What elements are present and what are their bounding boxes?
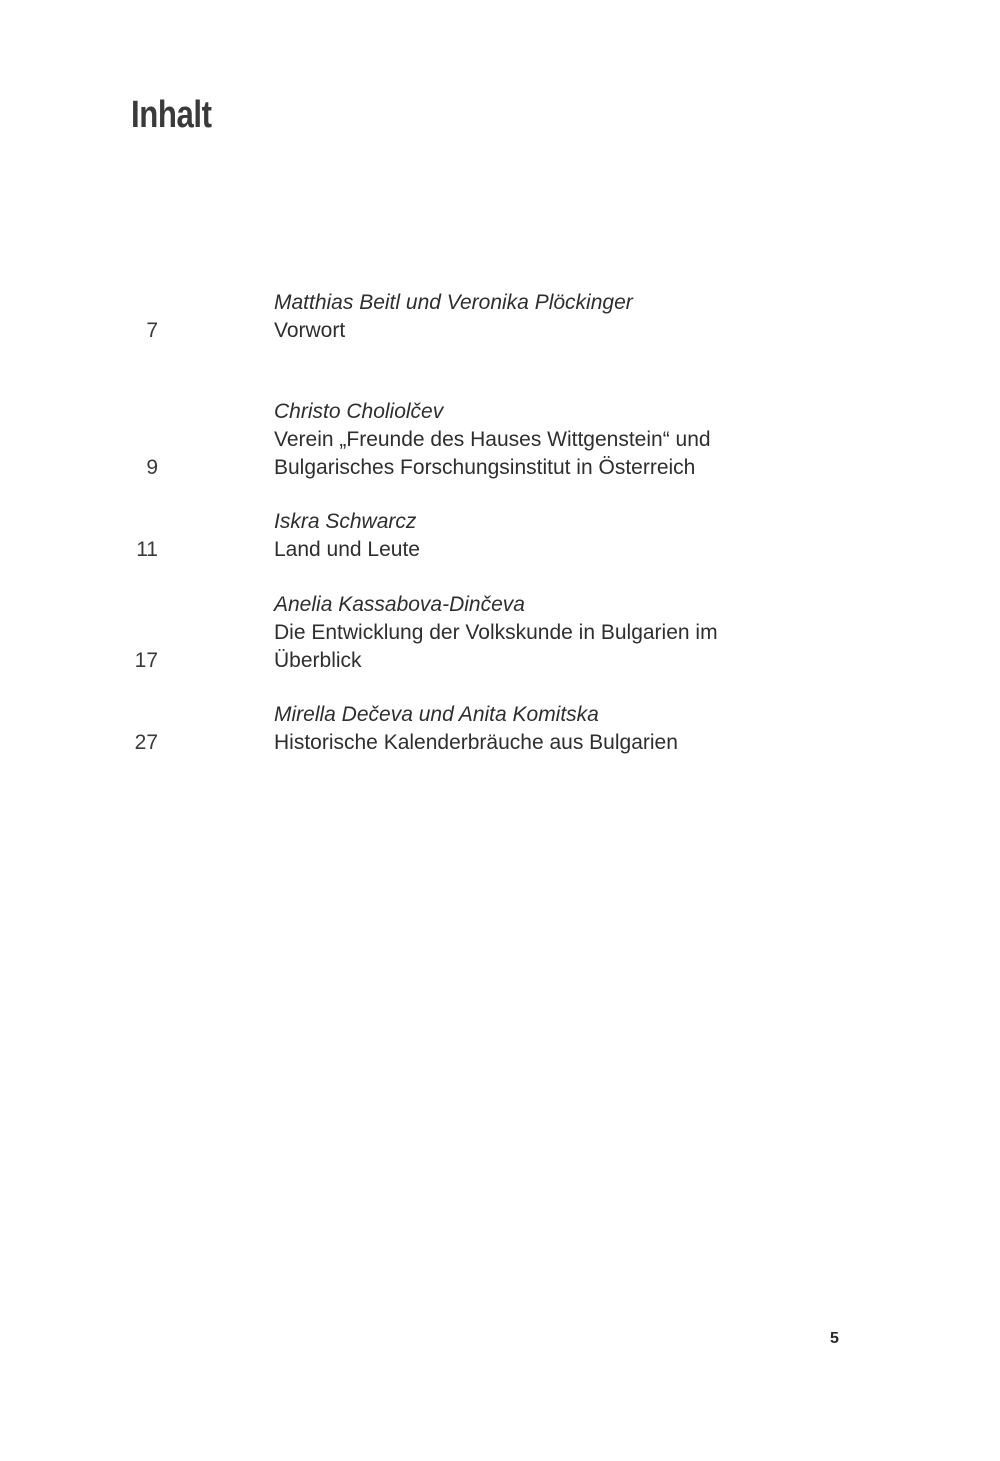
toc-title-line: Die Entwicklung der Volkskunde in Bulgarien im	[274, 621, 718, 644]
toc-author: Iskra Schwarcz	[274, 510, 417, 533]
toc-author: Matthias Beitl und Veronika Plöckinger	[274, 291, 633, 314]
toc-page-number: 17	[134, 649, 158, 672]
toc-entry[interactable]	[0, 508, 1000, 564]
toc-entry[interactable]	[0, 398, 1000, 482]
toc-author: Mirella Dečeva und Anita Komitska	[274, 703, 599, 726]
toc-author: Christo Choliolčev	[274, 400, 444, 423]
toc-entry[interactable]	[0, 591, 1000, 675]
toc-page-number: 11	[136, 538, 158, 561]
toc-title-line: Historische Kalenderbräuche aus Bulgarien	[274, 731, 678, 754]
toc-title-line: Bulgarisches Forschungsinstitut in Österreich	[274, 456, 696, 479]
toc-entry[interactable]	[0, 701, 1000, 757]
toc-author: Anelia Kassabova-Dinčeva	[274, 593, 525, 616]
toc-title-line: Vorwort	[274, 319, 346, 342]
toc-page-number: 9	[146, 456, 158, 479]
toc-entry[interactable]	[0, 289, 1000, 345]
toc-title-line: Überblick	[274, 649, 362, 672]
toc-title-line: Land und Leute	[274, 538, 420, 561]
page-title: Inhalt	[131, 94, 212, 136]
footer-page-number: 5	[830, 1330, 839, 1347]
toc-page-number: 27	[134, 731, 158, 754]
toc-page-number: 7	[146, 319, 158, 342]
toc-title-line: Verein „Freunde des Hauses Wittgenstein“ und	[274, 428, 711, 451]
